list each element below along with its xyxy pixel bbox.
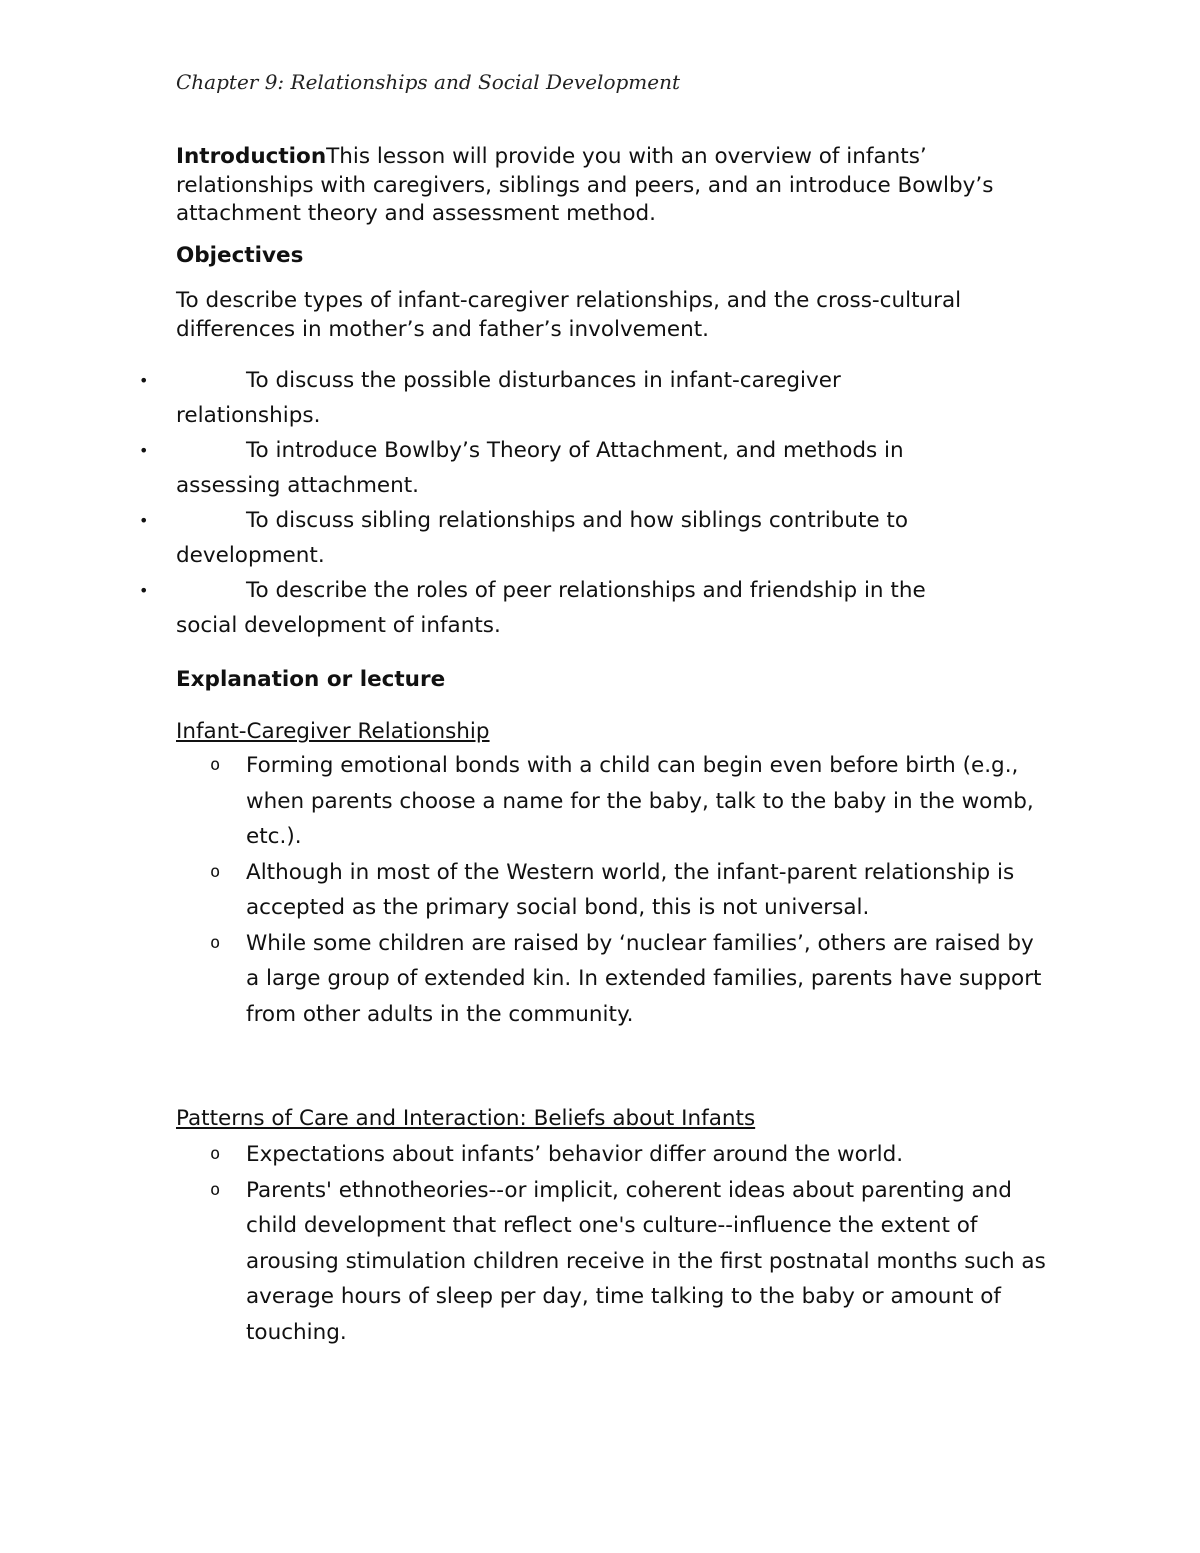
objective-line-first: To introduce Bowlby’s Theory of Attachment, and methods in: [246, 438, 904, 463]
circle-bullet-icon: o: [210, 1179, 221, 1200]
list-item-text: Expectations about infants’ behavior differ around the world.: [246, 1142, 904, 1167]
list-item-text: Parents' ethnotheories--or implicit, coherent ideas about parenting and child development that reflect one's culture--influence the extent of arousing stimulation children receive in the first postnatal months such as average hours of sleep per day, time talking to the baby or amount of touching.: [246, 1177, 1046, 1345]
objective-line-rest: social development of infants.: [176, 613, 501, 638]
objectives-intro: To describe types of infant-caregiver relationships, and the cross-cultural differences in mother’s and father’s involvement.: [176, 288, 962, 342]
list-item-text: Forming emotional bonds with a child can begin even before birth (e.g., when parents choose a name for the baby, talk to the baby in the womb, etc.).: [246, 753, 1034, 849]
objective-item: [0, 363, 1036, 433]
introduction-paragraph: [176, 143, 1036, 229]
list-item: [0, 748, 1046, 855]
objective-item: [0, 573, 1036, 643]
list-item: [0, 1137, 1046, 1173]
circle-bullet-icon: o: [210, 1144, 221, 1164]
objective-line-first: To describe the roles of peer relationships and friendship in the: [246, 578, 926, 603]
objectives-heading: Objectives: [176, 243, 304, 268]
section-title-infant-caregiver: Infant-Caregiver Relationship: [176, 719, 490, 744]
introduction-lead: Introduction: [176, 144, 327, 169]
objective-line-rest: relationships.: [176, 403, 321, 428]
list-item: [0, 1173, 1046, 1351]
objective-item: [0, 433, 1036, 503]
list-item-text: While some children are raised by ‘nuclear families’, others are raised by a large group of extended kin. In extended families, parents have support from other adults in the community.: [246, 930, 1042, 1027]
infant-caregiver-list: [0, 748, 1200, 1032]
list-item: [0, 926, 1046, 1033]
objective-line-rest: development.: [176, 543, 325, 568]
bullet-icon: •: [139, 371, 149, 390]
list-item-text: Although in most of the Western world, the infant-parent relationship is accepted as the primary social bond, this is not universal.: [246, 859, 1015, 920]
objectives-list: [0, 363, 1200, 643]
objective-line-rest: assessing attachment.: [176, 473, 420, 498]
patterns-of-care-list: [0, 1137, 1200, 1350]
explanation-heading: Explanation or lecture: [176, 667, 446, 692]
list-item: [0, 855, 1046, 926]
introduction-text: This lesson will provide you with an overview of infants’ relationships with caregivers, siblings and peers, and an introduce Bowlby’s attachment theory and assessment method.: [176, 144, 994, 226]
chapter-header: Chapter 9: Relationships and Social Development: [176, 70, 681, 94]
circle-bullet-icon: o: [210, 932, 221, 953]
circle-bullet-icon: o: [210, 861, 221, 882]
bullet-icon: •: [139, 511, 149, 530]
objective-line-first: To discuss the possible disturbances in infant-caregiver: [246, 368, 841, 393]
bullet-icon: •: [139, 441, 149, 460]
circle-bullet-icon: o: [210, 755, 221, 775]
objective-line-first: To discuss sibling relationships and how siblings contribute to: [246, 508, 909, 533]
bullet-icon: •: [139, 581, 149, 600]
section-title-patterns-of-care: Patterns of Care and Interaction: Beliefs about Infants: [176, 1106, 756, 1131]
objective-item: [0, 503, 1036, 573]
